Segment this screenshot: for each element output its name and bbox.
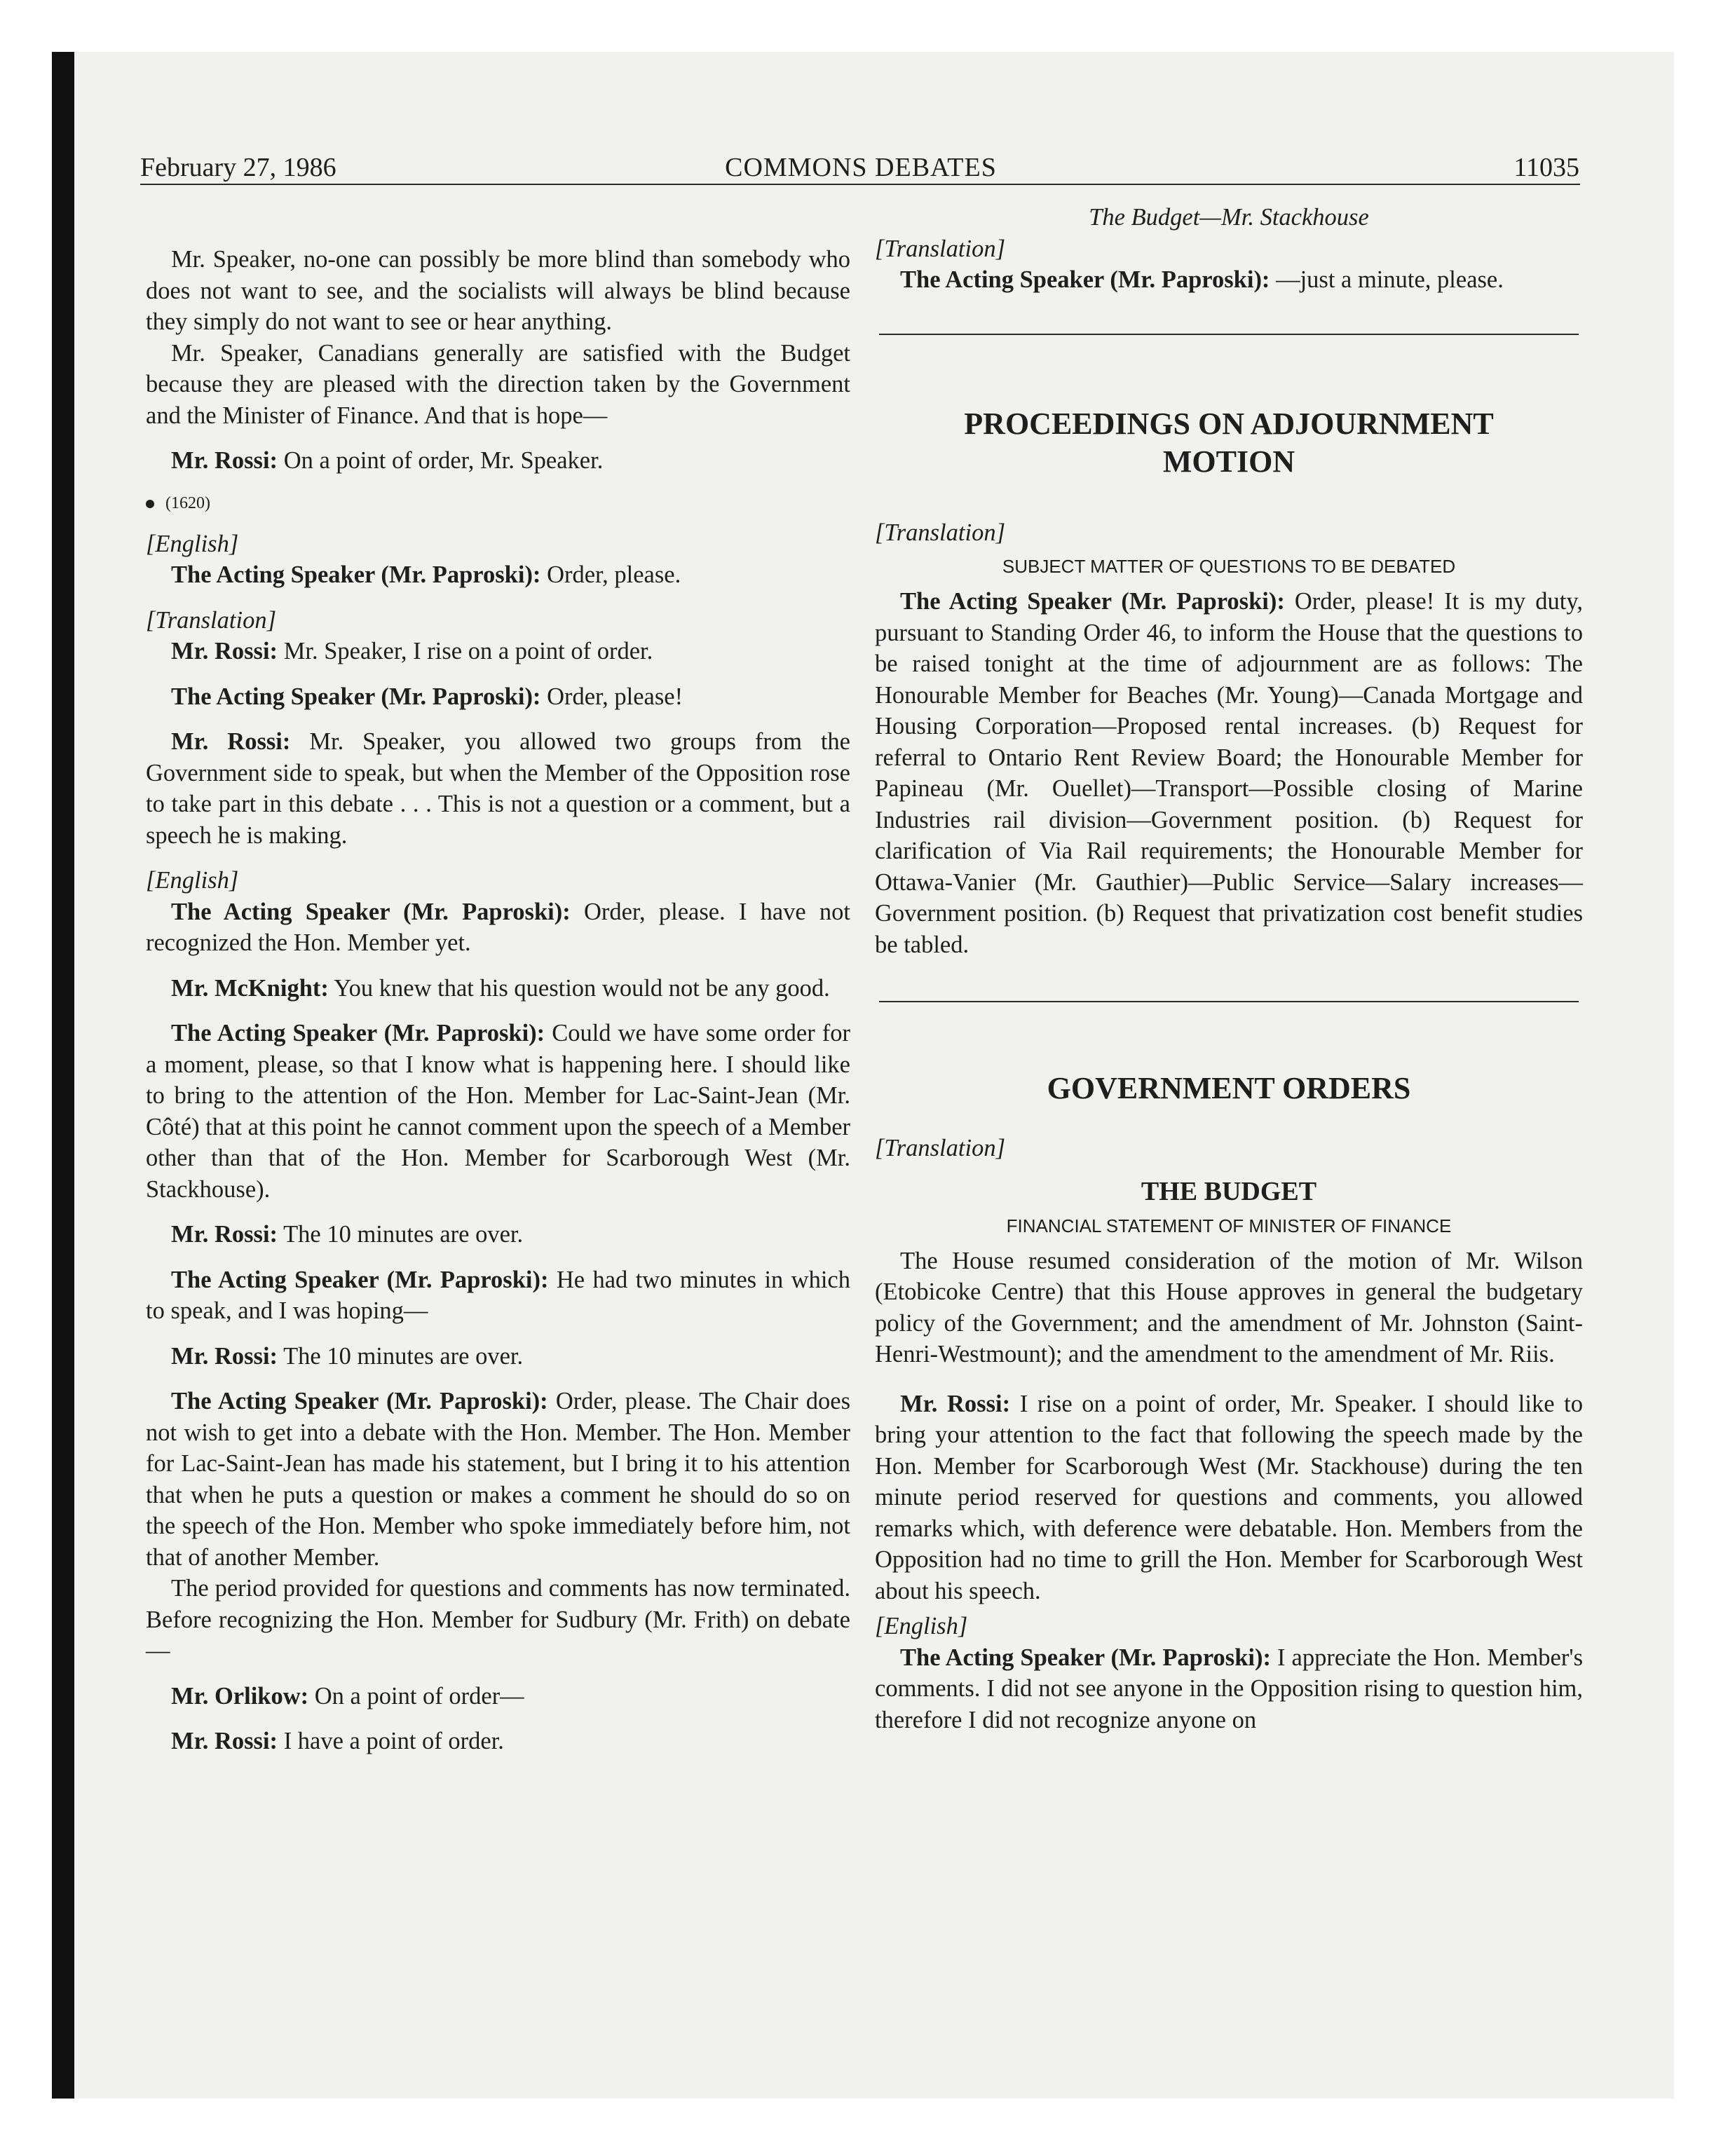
subheading: THE BUDGET	[1141, 1176, 1317, 1206]
speech-text: Order, please.	[547, 561, 681, 588]
speech-text: The 10 minutes are over.	[283, 1342, 524, 1370]
section-heading: GOVERNMENT ORDERS	[1047, 1071, 1411, 1105]
speech-text: Order, please. I have not recognized the Hon. Member yet.	[146, 898, 850, 956]
speech-text: Mr. Speaker, I rise on a point of order.	[283, 638, 653, 664]
binding-edge	[52, 52, 74, 2099]
paragraph: Mr. Speaker, no-one can possibly be more blind than somebody who does not want to see, and the socialists will always be blind because they simply do not want to see or hear anything.	[146, 246, 850, 335]
language-tag: [Translation]	[875, 235, 1005, 262]
header-page-number: 11035	[1513, 153, 1579, 182]
speaker-name: The Acting Speaker (Mr. Paproski):	[900, 266, 1270, 293]
speaker-name: The Acting Speaker (Mr. Paproski):	[171, 898, 571, 925]
language-tag: [Translation]	[146, 606, 276, 634]
speech	[146, 1386, 850, 1573]
speech	[146, 1726, 850, 1757]
speech	[146, 681, 850, 713]
language-tag: [English]	[146, 530, 239, 557]
speech-text: Could we have some order for a moment, please, so that I know what is happening here. I should like to bring to the attention of the Hon. Member for Lac-Saint-Jean (Mr. Côté) that at this point he cannot comment upon the speech of a Member other than that of the Hon. Member for Scarborough West (Mr. Stackhouse).	[146, 1020, 851, 1203]
right-column	[875, 202, 1583, 1735]
speaker-name: The Acting Speaker (Mr. Paproski):	[171, 1388, 548, 1414]
section-rule	[879, 1001, 1579, 1002]
header-rule	[140, 184, 1580, 185]
paragraph: The House resumed consideration of the motion of Mr. Wilson (Etobicoke Centre) that this House approves in general the budgetary policy of the Government; and the amendment of Mr. Johnston (Saint-Henri-Westmount); and the amendment to the amendment of Mr. Riis.	[875, 1247, 1583, 1367]
bullet-icon	[146, 500, 154, 508]
speech	[146, 636, 850, 667]
speech	[146, 445, 850, 477]
speaker-name: Mr. Rossi:	[171, 638, 278, 664]
speaker-name: The Acting Speaker (Mr. Paproski):	[171, 1020, 545, 1046]
speech-text: Order, please!	[547, 683, 683, 710]
header-title: COMMONS DEBATES	[725, 153, 997, 182]
speech	[875, 1389, 1583, 1607]
speech	[875, 586, 1583, 960]
subheading: SUBJECT MATTER OF QUESTIONS TO BE DEBATED	[1002, 556, 1456, 577]
speech	[146, 1341, 850, 1372]
speaker-name: Mr. Rossi:	[171, 728, 291, 755]
language-tag: [Translation]	[875, 1135, 1005, 1161]
header-date: February 27, 1986	[140, 153, 336, 182]
speaker-name: The Acting Speaker (Mr. Paproski):	[171, 1266, 549, 1293]
language-tag: [English]	[875, 1613, 968, 1639]
paragraph: Mr. Speaker, Canadians generally are satisfied with the Budget because they are pleased with the direction taken by the Government and the Minister of Finance. And that is hope—	[146, 339, 850, 429]
speech	[146, 973, 850, 1004]
subheading: FINANCIAL STATEMENT OF MINISTER OF FINANCE	[1006, 1215, 1452, 1236]
section-heading: PROCEEDINGS ON ADJOURNMENT MOTION	[964, 406, 1494, 479]
speaker-name: The Acting Speaker (Mr. Paproski):	[171, 683, 541, 710]
speaker-name: Mr. McKnight:	[171, 974, 329, 1002]
speaker-name: The Acting Speaker (Mr. Paproski):	[171, 561, 541, 588]
speech-text: He had two minutes in which to speak, and I was hoping—	[146, 1266, 850, 1324]
speech-text: On a point of order, Mr. Speaker.	[283, 447, 604, 474]
speech	[146, 726, 850, 851]
speech-text: You knew that his question would not be any good.	[334, 974, 830, 1002]
speaker-name: Mr. Rossi:	[171, 1728, 278, 1754]
speech-text: Order, please. The Chair does not wish to get into a debate with the Hon. Member. The Hon. Member for Lac-Saint-Jean has made his statement, but I bring it to his attention that when he puts a question or makes a comment he should do so on the speech of the Hon. Member who spoke immediately before him, not that of another Member.	[146, 1388, 850, 1571]
speaker-name: Mr. Rossi:	[171, 1342, 278, 1370]
speaker-name: The Acting Speaker (Mr. Paproski):	[900, 588, 1285, 615]
speech-text: Mr. Speaker, you allowed two groups from the Government side to speak, but when the Member of the Opposition rose to take part in this debate . . . This is not a question or a comment, but a speech he is making.	[146, 728, 850, 849]
speech-text: I appreciate the Hon. Member's comments. I did not see anyone in the Opposition rising to question him, therefore I did not recognize anyone on	[875, 1644, 1583, 1733]
speech-text: The 10 minutes are over.	[283, 1221, 524, 1248]
timestamp: (1620)	[146, 489, 850, 517]
speech	[146, 559, 850, 591]
speaker-name: Mr. Rossi:	[900, 1390, 1011, 1417]
speaker-name: Mr. Rossi:	[171, 447, 278, 474]
speaker-name: The Acting Speaker (Mr. Paproski):	[900, 1644, 1271, 1671]
running-head: The Budget—Mr. Stackhouse	[1089, 204, 1369, 231]
section-rule	[879, 334, 1579, 335]
speech-text: I rise on a point of order, Mr. Speaker. I should like to bring your attention to the fact that following the speech made by the Hon. Member for Scarborough West (Mr. Stackhouse) during the ten minute period reserved for questions and comments, you allowed remarks which, with deference were debatable. Hon. Members from the Opposition had no time to grill the Hon. Member for Scarborough West about his speech.	[875, 1390, 1583, 1604]
speech-text: On a point of order—	[314, 1682, 524, 1710]
language-tag: [Translation]	[875, 519, 1005, 546]
paragraph: The period provided for questions and comments has now terminated. Before recognizing the Hon. Member for Sudbury (Mr. Frith) on debate—	[146, 1575, 850, 1664]
speech	[146, 896, 850, 959]
language-tag: [English]	[146, 867, 239, 894]
speaker-name: Mr. Orlikow:	[171, 1682, 309, 1710]
speaker-name: Mr. Rossi:	[171, 1221, 278, 1248]
speech	[146, 1018, 850, 1205]
left-column	[146, 244, 850, 1757]
speech-text: I have a point of order.	[283, 1728, 504, 1754]
speech-text: Order, please! It is my duty, pursuant to Standing Order 46, to inform the House that the questions to be raised tonight at the time of adjournment are as follows: The Honourable Member for Beaches (Mr. Young)—Canada Mortgage and Housing Corporation—Proposed rental increases. (b) Request for referral to Ontario Rent Review Board; the Honourable Member for Papineau (Mr. Ouellet)—Transport—Possible closing of Marine Industries rail division—Government position. (b) Request for clarification of Via Rail requirements; the Honourable Member for Ottawa-Vanier (Mr. Gauthier)—Public Service—Salary increases—Government position. (b) Request that privatization cost benefit studies be tabled.	[875, 588, 1583, 958]
speech	[146, 1264, 850, 1327]
speech	[146, 1219, 850, 1250]
speech-text: —just a minute, please.	[1276, 266, 1504, 293]
speech	[146, 1681, 850, 1712]
speech	[875, 1642, 1583, 1736]
speech	[875, 264, 1583, 296]
